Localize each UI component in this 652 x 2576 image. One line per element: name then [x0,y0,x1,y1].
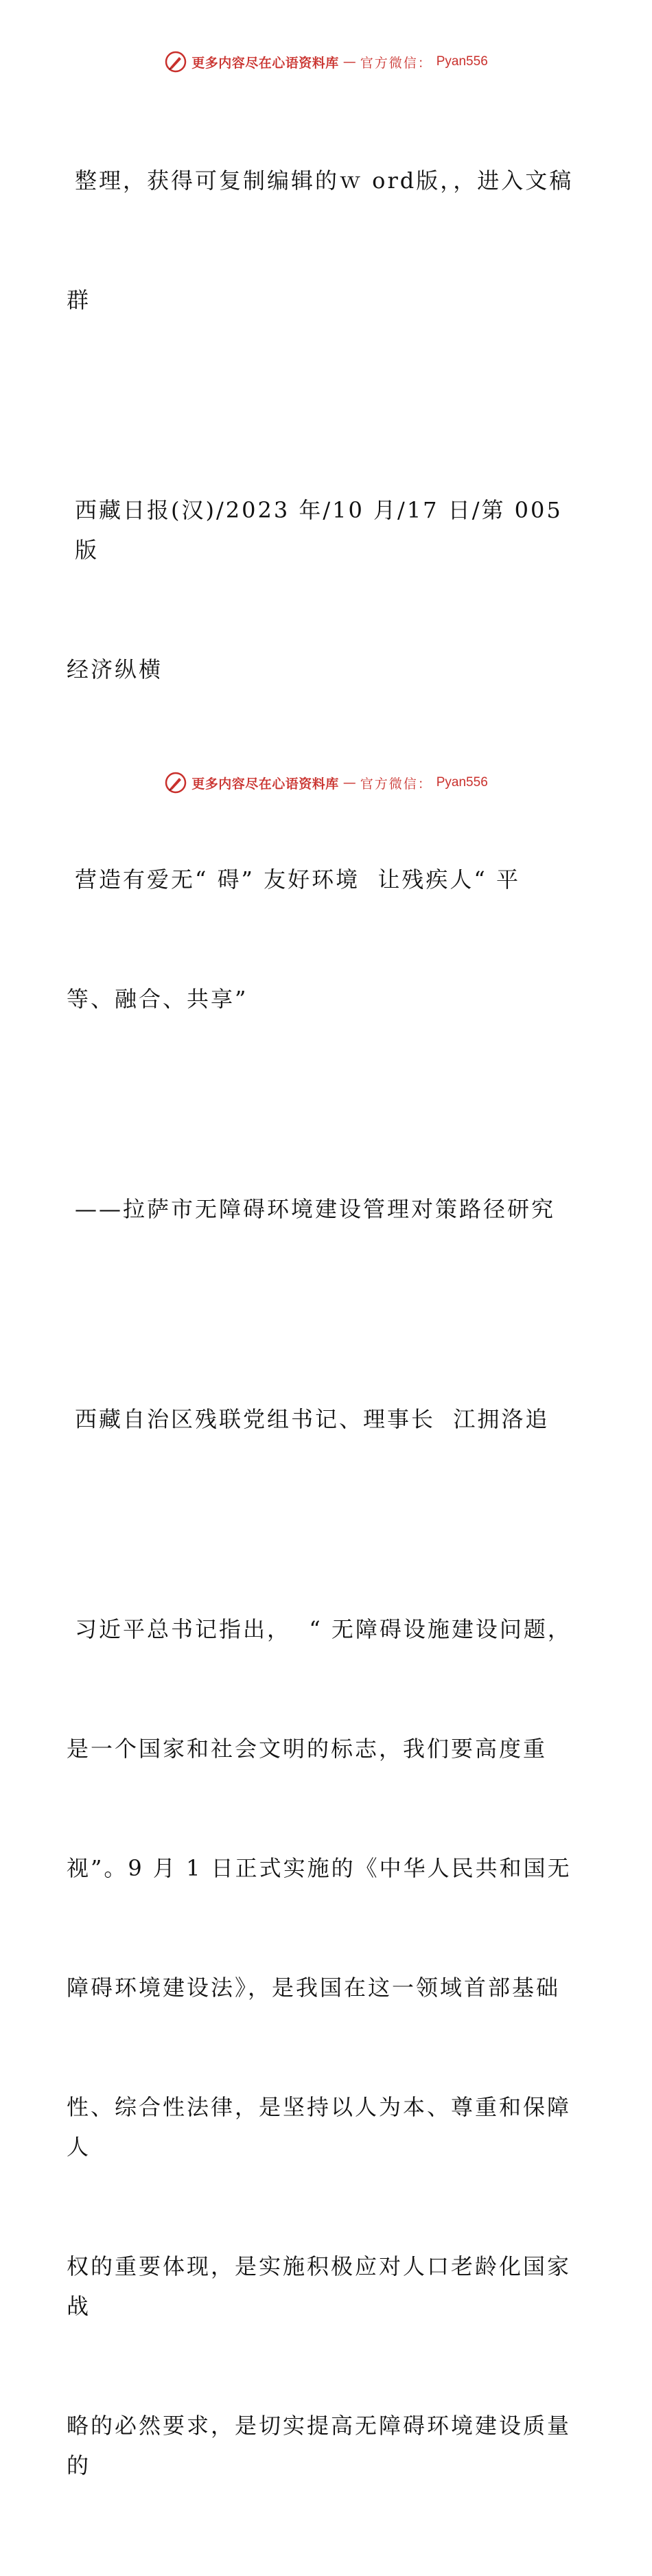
watermark-dash: — [342,54,356,69]
text-line: 略的必然要求，是切实提高无障碍环境建设质量的 [67,2413,572,2479]
pen-logo-icon [164,50,187,73]
pen-logo-icon [164,771,187,794]
watermark-main-text: 更多内容尽在心语资料库 [191,55,339,71]
watermark-dash: — [342,775,356,790]
text-line: 整理，获得可复制编辑的ｗ ord版，，进入文稿 [75,168,574,194]
watermark-main-text: 更多内容尽在心语资料库 [191,776,339,792]
document-body [67,81,588,2576]
header-watermark [0,48,652,76]
text-line: 经济纵横 [67,656,163,682]
article-subtitle [67,1109,588,1309]
watermark-sub-text: 官方微信： [360,776,432,792]
text-line: 营造有爱无“ 碍” 友好环境 让残疾人“ 平 [75,866,520,893]
text-line: 是一个国家和社会文明的标志，我们要高度重 [67,1736,548,1762]
text-line: 视”。9 月 1 日正式实施的《中华人民共和国无 [67,1855,572,1881]
text-line: 权的重要体现，是实施积极应对人口老龄化国家战 [67,2253,572,2319]
text-line: 习近平总书记指出， “ 无障碍设施建设问题， [75,1616,572,1642]
watermark-sub-text: 官方微信： [360,55,432,71]
watermark-wechat-id: Pyan556 [436,54,488,69]
paragraph-intro [67,81,588,400]
article-author [67,1320,588,1519]
text-line: ——拉萨市无障碍环境建设管理对策路径研究 [75,1196,556,1222]
article-title [67,780,588,1099]
paragraph-body [67,1530,588,2565]
paragraph-source [67,411,588,769]
text-line: 群 [67,287,91,313]
watermark-wechat-id: Pyan556 [436,775,488,790]
text-line: 障碍环境建设法》，是我国在这一领域首部基础 [67,1975,561,2001]
text-line: 西藏日报(汉)/2023 年/10 月/17 日/第 005 版 [75,497,572,563]
text-line: 西藏自治区残联党组书记、理事长 江拥洛追 [75,1406,550,1432]
footer-watermark [0,769,652,796]
text-line: 等、融合、共享” [67,986,248,1012]
text-line: 性、综合性法律，是坚持以人为本、尊重和保障人 [67,2094,572,2160]
